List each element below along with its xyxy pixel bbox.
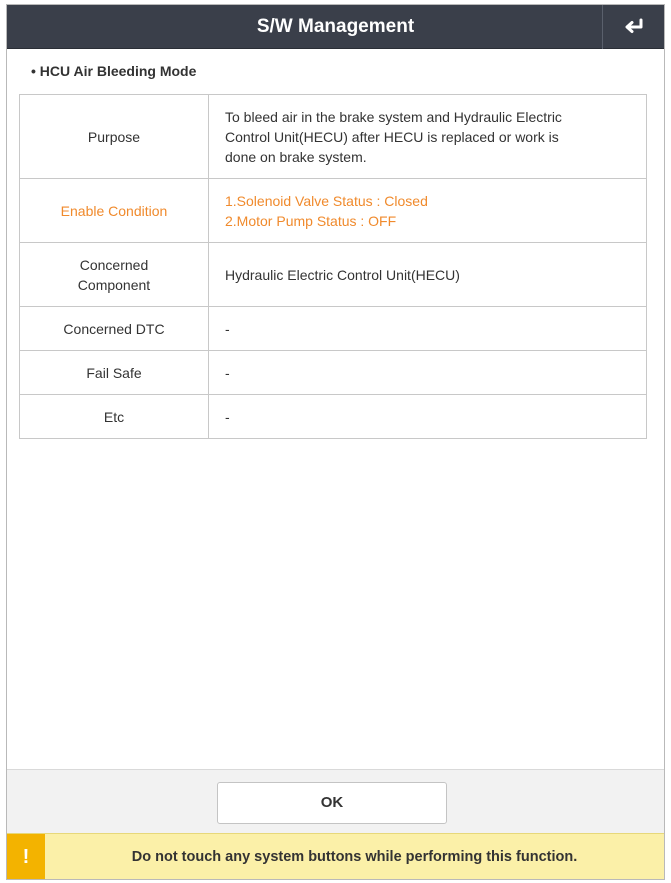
- row-value: [209, 95, 647, 179]
- row-value: -: [209, 351, 647, 395]
- row-label: [20, 243, 209, 307]
- row-value: Hydraulic Electric Control Unit(HECU): [209, 243, 647, 307]
- table-row-etc: [20, 395, 647, 439]
- value-line: 1.Solenoid Valve Status : Closed: [225, 192, 428, 209]
- button-bar: [7, 769, 664, 833]
- title-bar: [7, 5, 664, 49]
- section-title: • HCU Air Bleeding Mode: [31, 63, 197, 79]
- value-line: Control Unit(HECU) after HECU is replaced or work is: [225, 128, 559, 145]
- row-value: [209, 179, 647, 243]
- row-value: -: [209, 395, 647, 439]
- row-value: -: [209, 307, 647, 351]
- value-line: 2.Motor Pump Status : OFF: [225, 212, 397, 229]
- back-button[interactable]: [602, 5, 664, 49]
- table-row-purpose: [20, 95, 647, 179]
- row-label: Fail Safe: [20, 351, 209, 395]
- value-line: To bleed air in the brake system and Hydraulic Electric: [225, 108, 562, 125]
- row-label: Enable Condition: [20, 179, 209, 243]
- row-label: Purpose: [20, 95, 209, 179]
- info-table: [19, 94, 647, 439]
- page-title: S/W Management: [256, 16, 415, 37]
- row-label: Concerned DTC: [20, 307, 209, 351]
- warning-icon: !: [7, 834, 45, 880]
- table-row-fail-safe: [20, 351, 647, 395]
- warning-bar: [7, 833, 664, 879]
- label-line: Component: [77, 276, 151, 293]
- table-row-concerned-dtc: [20, 307, 647, 351]
- label-line: Concerned: [79, 256, 149, 273]
- ok-button[interactable]: OK: [217, 782, 447, 824]
- value-line: done on brake system.: [225, 148, 367, 165]
- warning-text: Do not touch any system buttons while performing this function.: [131, 849, 578, 865]
- table-row-concerned-component: [20, 243, 647, 307]
- return-arrow-icon: [622, 17, 646, 37]
- table-row-enable-condition: [20, 179, 647, 243]
- row-label: Etc: [20, 395, 209, 439]
- app-window: [6, 4, 665, 880]
